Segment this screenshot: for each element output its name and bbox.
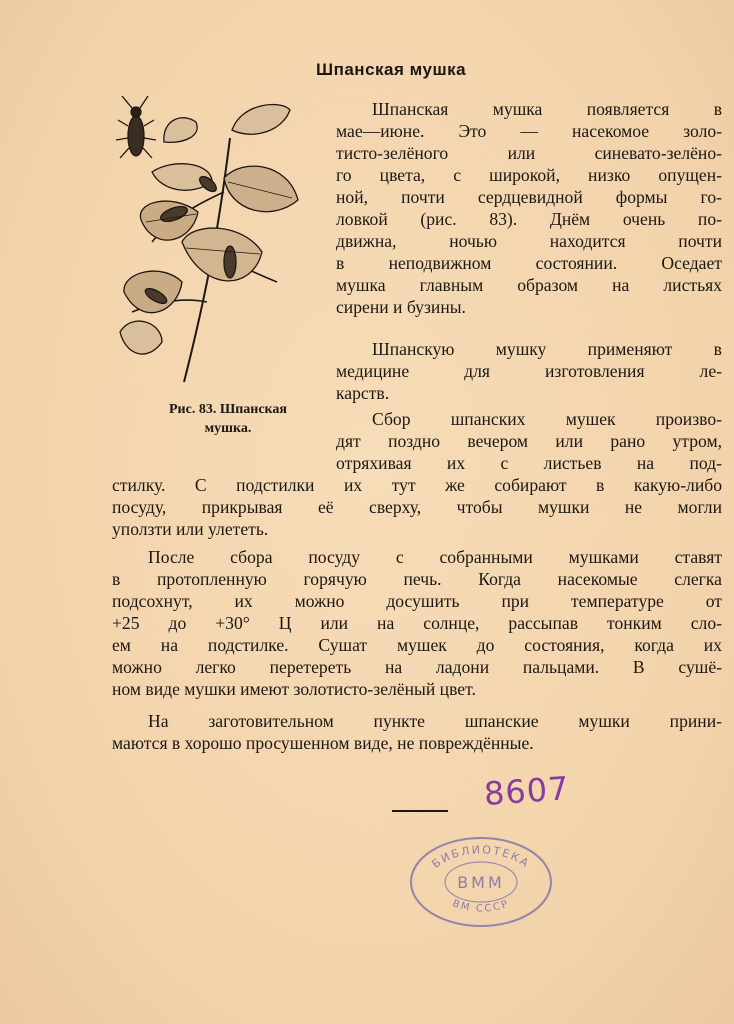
stamp-top-text: БИБЛИОТЕКА bbox=[429, 843, 533, 871]
text-line: На заготовительном пункте шпанские мушки прини- bbox=[148, 711, 722, 731]
text-line: ем на подстилке. Сушат мушек до состояния, когда их bbox=[112, 635, 722, 655]
text-line: ной, почти сердцевидной формы го- bbox=[336, 187, 722, 207]
text-line: го цвета, с широкой, низко опущен- bbox=[336, 165, 722, 185]
caption-line: Рис. 83. Шпанская bbox=[169, 402, 287, 417]
text-line: После сбора посуду с собранными мушками ставят bbox=[148, 547, 722, 567]
text-line: дят поздно вечером или рано утром, bbox=[336, 431, 722, 451]
figure-caption bbox=[128, 400, 328, 438]
paragraph-4 bbox=[112, 546, 722, 700]
text-line: Шпанскую мушку применяют в bbox=[372, 339, 722, 359]
text-line: в протопленную горячую печь. Когда насекомые слегка bbox=[112, 569, 722, 589]
text-line: +25 до +30° Ц или на солнце, рассыпав тонким сло- bbox=[112, 613, 722, 633]
text-line: медицине для изготовления ле- bbox=[336, 361, 722, 381]
stamp-bottom-text: ВМ СССР bbox=[450, 898, 512, 915]
text-line: Сбор шпанских мушек произво- bbox=[372, 409, 722, 429]
paragraph-2 bbox=[336, 338, 722, 404]
handwritten-inventory-number: 8607 bbox=[482, 769, 571, 813]
text-line: мушка главным образом на листьях bbox=[336, 275, 722, 295]
text-line: ном виде мушки имеют золотисто-зелёный цвет. bbox=[112, 679, 476, 699]
paragraph-3-top bbox=[336, 408, 722, 474]
stamp-center-text: ВММ bbox=[457, 873, 505, 892]
text-line: уползти или улететь. bbox=[112, 519, 269, 539]
text-line: маются в хорошо просушенном виде, не повреждённые. bbox=[112, 733, 534, 753]
text-line: посуду, прикрывая её сверху, чтобы мушки не могли bbox=[112, 497, 722, 517]
caption-line: мушка. bbox=[204, 421, 252, 436]
paragraph-1 bbox=[336, 98, 722, 318]
text-line: можно легко перетереть на ладони пальцами. В сушё- bbox=[112, 657, 722, 677]
text-line: движна, ночью находится почти bbox=[336, 231, 722, 251]
beetle-icon bbox=[116, 96, 156, 158]
text-line: подсохнут, их можно досушить при температуре от bbox=[112, 591, 722, 611]
paragraph-3-bottom bbox=[112, 474, 722, 540]
paragraph-5 bbox=[112, 710, 722, 754]
svg-text:ВМ СССР bbox=[451, 898, 511, 914]
text-line: тисто-зелёного или синевато-зелёно- bbox=[336, 143, 722, 163]
text-line: ловкой (рис. 83). Днём очень по- bbox=[336, 209, 722, 229]
text-line: Шпанская мушка появляется в bbox=[372, 99, 722, 119]
library-stamp bbox=[406, 830, 556, 930]
section-end-dash bbox=[392, 810, 448, 812]
text-line: в неподвижном состоянии. Оседает bbox=[336, 253, 722, 273]
text-line: мае—июне. Это — насекомое золо- bbox=[336, 121, 722, 141]
text-line: сирени и бузины. bbox=[336, 297, 466, 317]
beetle-on-lilac-branch-illustration bbox=[112, 92, 308, 392]
text-line: отряхивая их с листьев на под- bbox=[336, 453, 722, 473]
svg-text:БИБЛИОТЕКА bbox=[430, 843, 533, 871]
article-title: Шпанская мушка bbox=[316, 60, 467, 79]
text-line: карств. bbox=[336, 383, 390, 403]
text-line: стилку. С подстилки их тут же собирают в какую-либо bbox=[112, 475, 722, 495]
